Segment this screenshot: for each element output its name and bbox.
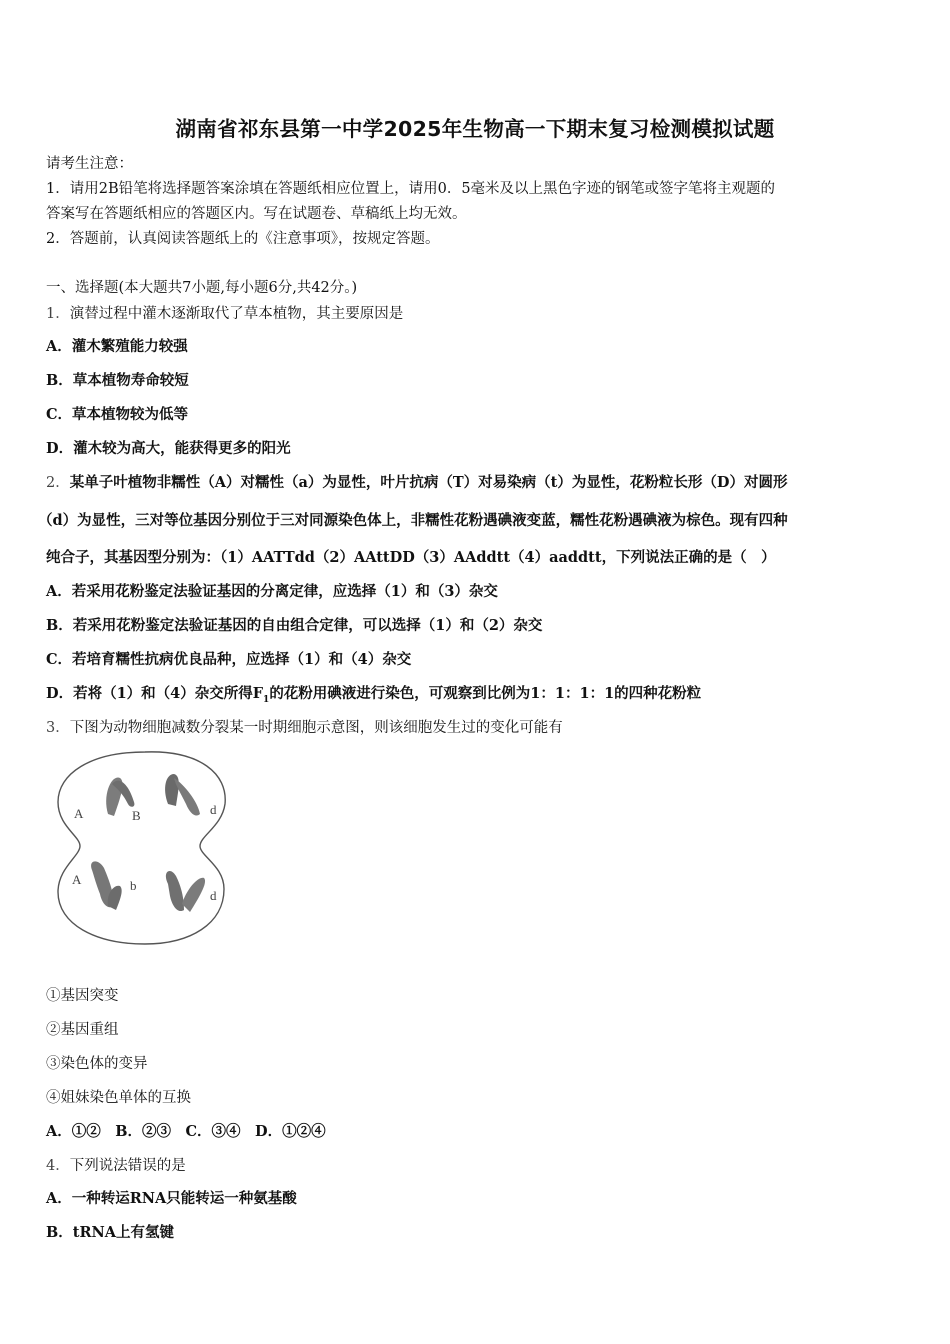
option-a: A．灌木繁殖能力较强 — [46, 338, 188, 355]
question-4 — [46, 1154, 186, 1175]
section-heading: 一、选择题(本大题共7小题,每小题6分,共42分。) — [46, 280, 358, 296]
question-number: 2． — [46, 475, 70, 491]
option-d-text: 的花粉用碘液进行染色，可观察到比例为1：1：1：1的四种花粉粒 — [269, 685, 702, 702]
notice-item: 2．答题前，认真阅读答题纸上的《注意事项》，按规定答题。 — [46, 231, 440, 247]
chromosome — [182, 878, 205, 912]
question-3 — [46, 716, 563, 737]
option-d-text: D．若将（1）和（4）杂交所得F — [46, 685, 264, 702]
cell-division-figure — [50, 744, 240, 949]
option-a: A．若采用花粉鉴定法验证基因的分离定律，应选择（1）和（3）杂交 — [46, 583, 498, 600]
question-1 — [46, 302, 403, 323]
option-b: B．tRNA上有氢键 — [46, 1224, 175, 1241]
question-stem: 演替过程中灌木逐渐取代了草本植物，其主要原因是 — [69, 306, 404, 322]
gene-label: A — [72, 872, 82, 887]
chromosome — [165, 774, 179, 806]
option-b: B．草本植物寿命较短 — [46, 372, 189, 389]
subscript: 1 — [263, 694, 270, 705]
question-number: 4． — [46, 1158, 70, 1174]
gene-label: d — [210, 802, 217, 817]
chromosome — [174, 778, 200, 816]
option-c: C．草本植物较为低等 — [46, 406, 189, 423]
option-b: B．若采用花粉鉴定法验证基因的自由组合定律，可以选择（1）和（2）杂交 — [46, 617, 543, 634]
question-stem-cont: （d）为显性，三对等位基因分别位于三对同源染色体上，非糯性花粉遇碘液变蓝，糯性花粉遇碘液为棕色。现有四种 — [38, 512, 788, 529]
question-stem-cont: 纯合子，其基因型分别为：（1）AATTdd（2）AAttDD（3）AAddtt（4）aaddtt，下列说法正确的是（ ） — [46, 549, 776, 566]
notice-item: 答案写在答题纸相应的答题区内。写在试题卷、草稿纸上均无效。 — [46, 206, 467, 222]
list-item: ③染色体的变异 — [46, 1056, 148, 1072]
question-2 — [46, 471, 787, 492]
list-item: ①基因突变 — [46, 988, 119, 1004]
gene-label: b — [130, 878, 137, 893]
gene-label: A — [74, 806, 84, 821]
option-d: D．灌木较为高大，能获得更多的阳光 — [46, 440, 291, 457]
answer-options: A．①② B．②③ C．③④ D．①②④ — [46, 1123, 326, 1140]
page-title: 湖南省祁东县第一中学2025年生物高一下期末复习检测模拟试题 — [175, 117, 775, 141]
list-item: ②基因重组 — [46, 1022, 119, 1038]
notice-heading: 请考生注意： — [46, 156, 133, 172]
gene-label: d — [210, 888, 217, 903]
question-number: 1． — [46, 306, 70, 322]
list-item: ④姐妹染色单体的互换 — [46, 1090, 191, 1106]
option-c: C．若培育糯性抗病优良品种，应选择（1）和（4）杂交 — [46, 651, 412, 668]
notice-item: 1．请用2B铅笔将选择题答案涂填在答题纸相应位置上，请用0．5毫米及以上黑色字迹的钢笔或签字笔将主观题的 — [46, 181, 776, 197]
gene-label: B — [132, 808, 141, 823]
cell-membrane — [58, 752, 225, 944]
option-a: A．一种转运RNA只能转运一种氨基酸 — [46, 1190, 297, 1207]
chromosome — [166, 871, 184, 911]
question-stem: 下图为动物细胞减数分裂某一时期细胞示意图，则该细胞发生过的变化可能有 — [69, 720, 563, 736]
option-d — [46, 682, 701, 705]
question-number: 3． — [46, 720, 70, 736]
question-stem: 下列说法错误的是 — [69, 1158, 186, 1174]
question-stem: 某单子叶植物非糯性（A）对糯性（a）为显性，叶片抗病（T）对易染病（t）为显性，花粉粒长形（D）对圆形 — [69, 474, 788, 491]
